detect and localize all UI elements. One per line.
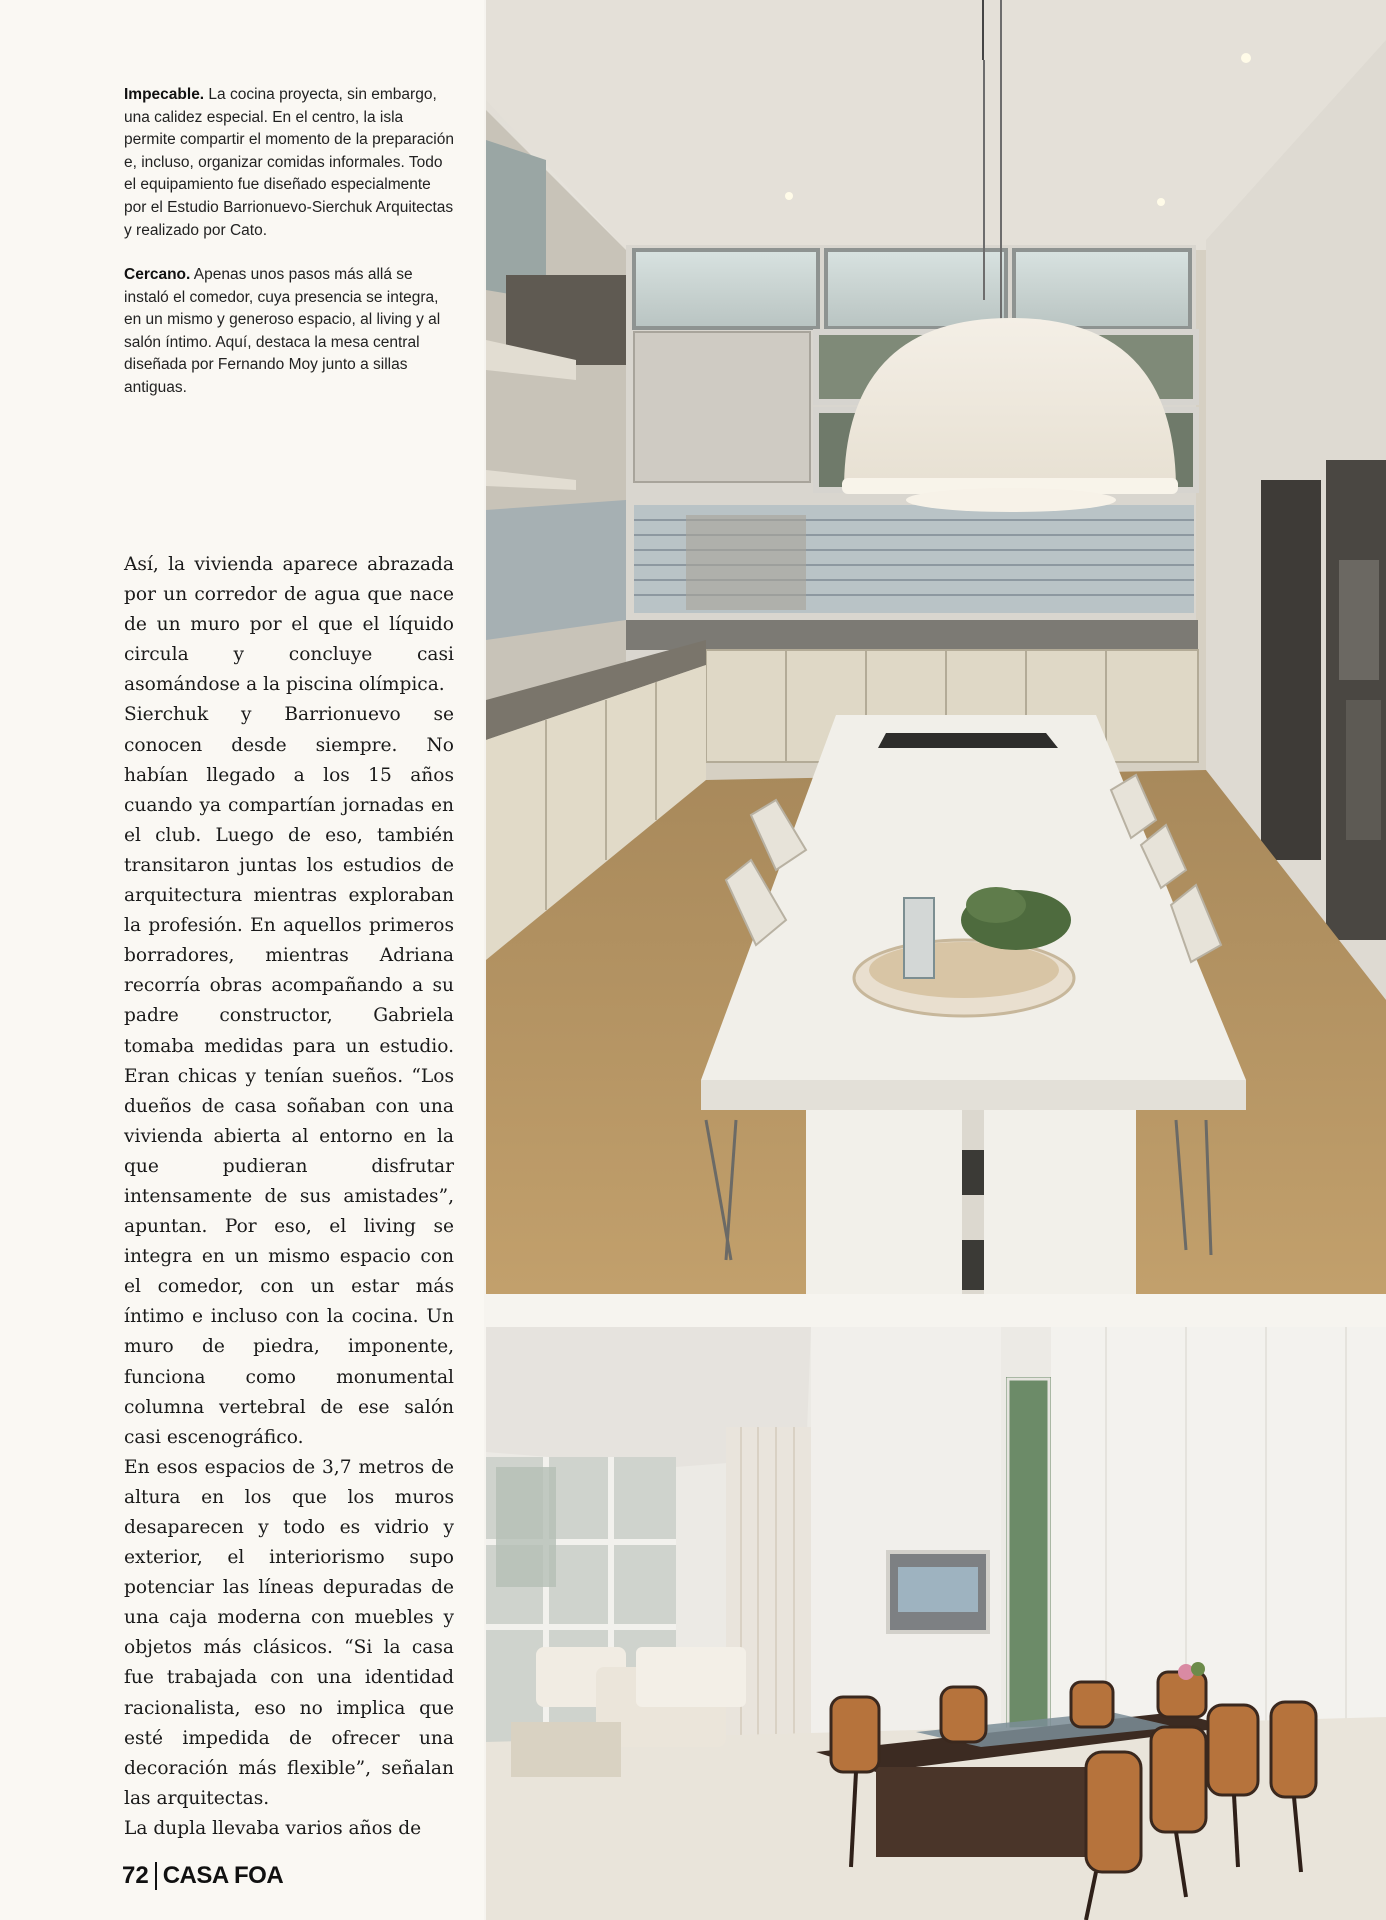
article-body — [124, 550, 454, 1844]
body-paragraph: La dupla llevaba varios años de — [124, 1817, 422, 1839]
caption-text: La cocina proyecta, sin embargo, una calidez especial. En el centro, la isla permite compartir el momento de la preparación e, incluso, organizar comidas informales. Todo el equipamiento fue diseñado especialmente por el Estudio Barrionuevo-Sierchuk Arquitectas y realizado por Cato. — [124, 86, 454, 239]
caption-kitchen — [124, 84, 454, 242]
page-number: 72 — [122, 1862, 157, 1890]
body-paragraph: Sierchuk y Barrionuevo se conocen desde siempre. No habían llegado a los 15 años cuando ya compartían jornadas en el club. Luego de eso, también transitaron juntas los estudios de arquitectura mientras exploraban la profesión. En aquellos primeros borradores, mientras Adriana recorría obras acompañando a su padre constructor, Gabriela tomaba medidas para un estudio. Eran chicas y tenían sueños. “Los dueños de casa soñaban con una vivienda abierta al entorno en la que pudieran disfrutar intensamente de sus amistades”, apuntan. Por eso, el living se integra en un mismo espacio con el comedor, con un estar más íntimo e incluso con la cocina. Un muro de piedra, imponente, funciona como monumental columna vertebral de ese salón casi escenográfico. — [124, 704, 454, 1448]
caption-text: Apenas unos pasos más allá se instaló el comedor, cuya presencia se integra, en un mismo y generoso espacio, al living y al salón íntimo. Aquí, destaca la mesa central diseñada por Fernando Moy junto a sillas antiguas. — [124, 266, 441, 396]
body-paragraph: En esos espacios de 3,7 metros de altura en los que los muros desaparecen y todo es vidrio y exterior, el interiorismo supo potenciar las líneas depuradas de una caja moderna con muebles y objetos más clásicos. “Si la casa fue trabajada con una identidad racionalista, eso no implica que esté impedida de ofrecer una decoración más flexible”, señalan las arquitectas. — [124, 1456, 454, 1809]
page-folio — [122, 1862, 283, 1890]
body-paragraph: Así, la vivienda aparece abrazada por un corredor de agua que nace de un muro por el que el líquido circula y concluye casi asomándose a la piscina olímpica. — [124, 554, 454, 696]
dining-photo — [486, 1327, 1386, 1920]
caption-lead: Impecable. — [124, 86, 205, 103]
text-column — [0, 0, 484, 1920]
caption-dining — [124, 264, 454, 400]
caption-lead: Cercano. — [124, 266, 191, 283]
kitchen-photo — [486, 0, 1386, 1294]
magazine-name: CASA FOA — [162, 1862, 284, 1889]
